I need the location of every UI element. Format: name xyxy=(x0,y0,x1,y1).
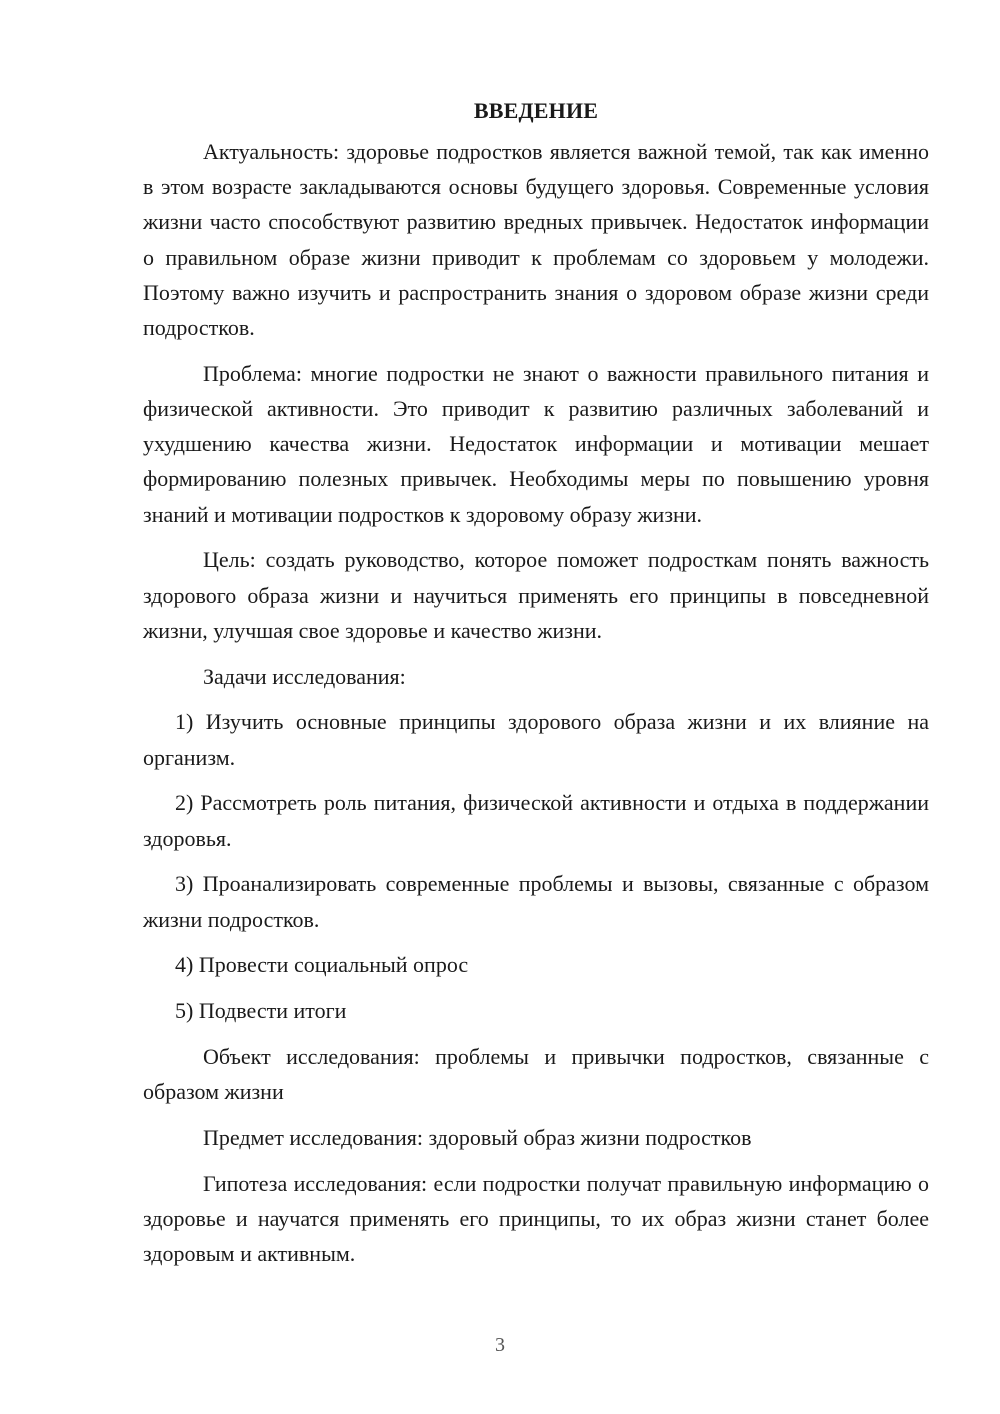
hypothesis-paragraph: Гипотеза исследования: если подростки получат правильную информацию о здоровье и научатся применять его принципы, то их образ жизни станет более здоровым и активным. xyxy=(143,1170,929,1267)
goal-paragraph: Цель: создать руководство, которое поможет подросткам понять важность здорового образа жизни и научиться применять его принципы в повседневной жизни, улучшая свое здоровье и качество жизни. xyxy=(143,547,929,643)
task-item-4: 4) Провести социальный опрос xyxy=(175,952,469,978)
page-title: ВВЕДЕНИЕ xyxy=(473,98,599,123)
problem-paragraph: Проблема: многие подростки не знают о важности правильного питания и физической активности. Это приводит к развитию различных заболеваний и ухудшению качества жизни. Недостаток информации и мотивации мешает формированию полезных привычек. Необходимы меры по повышению уровня знаний и мотивации подростков к здоровому образу жизни. xyxy=(143,360,929,527)
document-page xyxy=(143,96,929,1282)
tasks-heading: Задачи исследования: xyxy=(203,663,406,689)
subject-paragraph: Предмет исследования: здоровый образ жизни подростков xyxy=(203,1125,752,1151)
task-item-1: 1) Изучить основные принципы здорового образа жизни и их влияние на организм. xyxy=(143,709,929,770)
task-item-2: 2) Рассмотреть роль питания, физической активности и отдыха в поддержании здоровья. xyxy=(143,790,929,851)
page-number: 3 xyxy=(495,1334,505,1356)
task-item-5: 5) Подвести итоги xyxy=(175,998,347,1024)
object-paragraph: Объект исследования: проблемы и привычки подростков, связанные с образом жизни xyxy=(143,1044,929,1105)
relevance-paragraph: Актуальность: здоровье подростков является важной темой, так как именно в этом возрасте закладываются основы будущего здоровья. Современные условия жизни часто способствуют развитию вредных привычек. Недостаток информации о правильном образе жизни приводит к проблемам со здоровьем у молодежи. Поэтому важно изучить и распространить знания о здоровом образе жизни среди подростков. xyxy=(143,139,929,341)
task-item-3: 3) Проанализировать современные проблемы и вызовы, связанные с образом жизни подростков. xyxy=(143,871,929,932)
